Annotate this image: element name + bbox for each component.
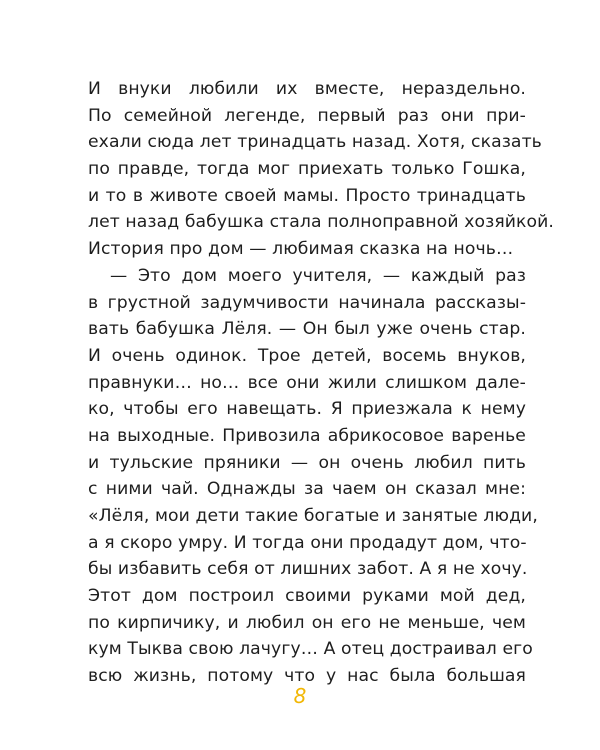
text-line: ехали сюда лет тринадцать назад. Хотя, сказать <box>88 132 542 153</box>
text-line: И очень одинок. Трое детей, восемь внуков, <box>88 345 526 366</box>
text-line: И внуки любили их вместе, нераздельно. <box>88 79 526 99</box>
text-line: и то в животе своей мамы. Просто тринадцать <box>88 185 526 206</box>
text-line: а я скоро умру. И тогда они продадут дом, что- <box>88 532 527 553</box>
text-line: История про дом — любимая сказка на ночь… <box>88 239 514 260</box>
text-line: «Лёля, мои дети такие богатые и занятые люди, <box>88 506 538 526</box>
text-line: вать бабушка Лёля. — Он был уже очень стар. <box>88 319 526 340</box>
text-line: — Это дом моего учителя, — каждый раз <box>110 265 526 286</box>
text-line: ко, чтобы его навещать. Я приезжала к нему <box>88 399 526 420</box>
text-line: на выходные. Привозила абрикосовое варенье <box>88 425 526 446</box>
text-line: в грустной задумчивости начинала рассказы- <box>88 292 526 313</box>
text-line: правнуки… но… все они жили слишком дале- <box>88 372 526 393</box>
text-line: бы избавить себя от лишних забот. А я не хочу. <box>88 559 528 580</box>
text-line: всю жизнь, потому что у нас была большая <box>88 666 526 687</box>
text-line: По семейной легенде, первый раз они при- <box>88 105 526 126</box>
text-line: с ними чай. Однажды за чаем он сказал мне: <box>88 479 526 500</box>
body-text <box>88 76 554 690</box>
text-line: Этот дом построил своими руками мой дед, <box>88 586 526 607</box>
text-line: и тульские пряники — он очень любил пить <box>88 452 526 473</box>
text-line: кум Тыква свою лачугу… А отец достраивал его <box>88 639 533 660</box>
page-number: 8 <box>293 684 307 708</box>
text-line: по кирпичику, и любил он его не меньше, чем <box>88 612 526 633</box>
text-line: лет назад бабушка стала полноправной хозяйкой. <box>88 212 554 233</box>
text-line: по правде, тогда мог приехать только Гошка, <box>88 159 526 180</box>
